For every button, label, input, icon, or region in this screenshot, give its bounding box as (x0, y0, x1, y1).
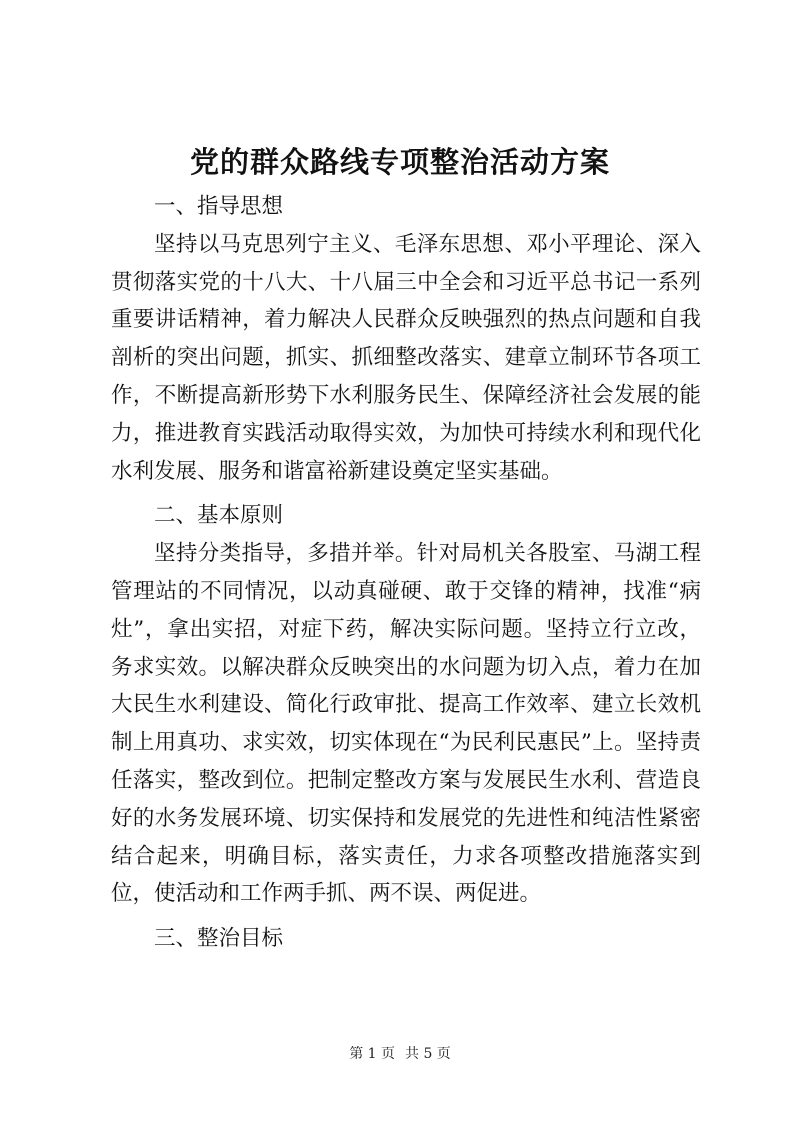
section-heading-basic-principles: 二、基本原则 (154, 503, 284, 529)
document-body (111, 188, 701, 958)
page-number-current: 第 1 页 (349, 1046, 395, 1062)
section-heading-rectification-goals: 三、整治目标 (154, 926, 284, 952)
section-paragraph-basic-principles: 坚持分类指导，多措并举。针对局机关各股室、马湖工程管理站的不同情况，以动真碰硬、敢于交锋的精神，找准“病灶”，拿出实招，对症下药，解决实际问题。坚持立行立改，务求实效。以解决群众反映突出的水问题为切入点，着力在加大民生水利建设、简化行政审批、提高工作效率、建立长效机制上用真功、求实效，切实体现在“为民利民惠民”上。坚持责任落实，整改到位。把制定整改方案与发展民生水利、营造良好的水务发展环境、切实保持和发展党的先进性和纯洁性紧密结合起来，明确目标，落实责任，力求各项整改措施落实到位，使活动和工作两手抓、两不误、两促进。 (111, 541, 701, 907)
document-title: 党的群众路线专项整治活动方案 (189, 145, 610, 179)
page-number-total: 共 5 页 (405, 1046, 451, 1062)
section-heading-guiding-thought: 一、指导思想 (154, 194, 284, 219)
page-footer (0, 1044, 800, 1064)
section-paragraph-guiding-thought: 坚持以马克思列宁主义、毛泽东思想、邓小平理论、深入贯彻落实党的十八大、十八届三中全会和习近平总书记一系列重要讲话精神，着力解决人民群众反映强烈的热点问题和自我剖析的突出问题，抓实、抓细整改落实、建章立制环节各项工作，不断提高新形势下水利服务民生、保障经济社会发展的能力，推进教育实践活动取得实效，为加快可持续水利和现代化水利发展、服务和谐富裕新建设奠定坚实基础。 (111, 231, 701, 484)
